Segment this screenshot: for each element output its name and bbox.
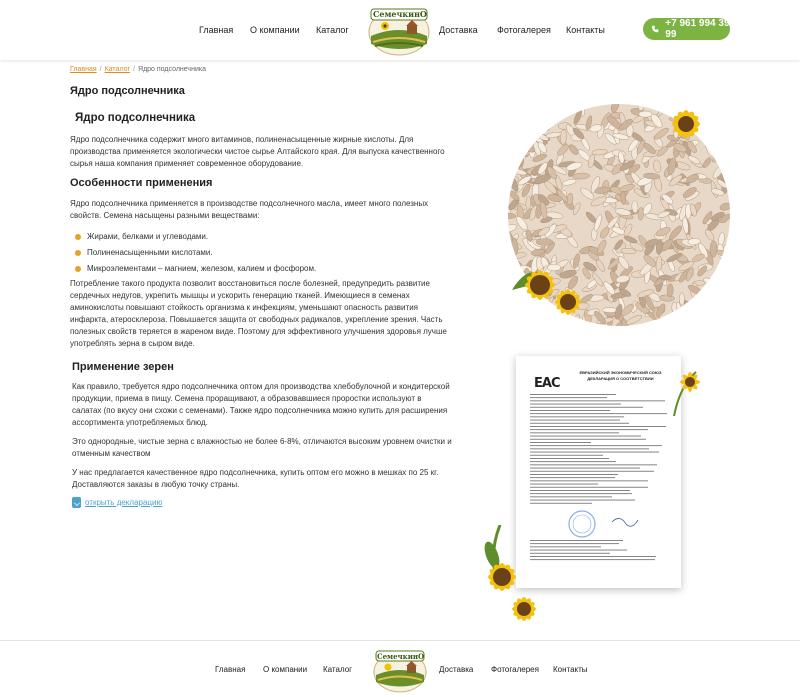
breadcrumb-current: Ядро подсолнечника	[138, 66, 206, 73]
breadcrumb	[70, 66, 206, 73]
section-usage-p2: Это однородные, чистые зерна с влажностью не более 6-8%, отличаются высоким уровнем очистки и отменным качеством	[72, 437, 452, 458]
footer-nav-delivery[interactable]: Доставка	[439, 665, 474, 674]
sunflower-icon	[658, 96, 714, 152]
list-item: Жирами, белками и углеводами.	[75, 229, 316, 245]
nav-about[interactable]: О компании	[250, 25, 300, 35]
phone-button[interactable]	[643, 18, 730, 40]
nav-catalog[interactable]: Каталог	[316, 25, 349, 35]
phone-number: +7 961 994 39 99	[665, 18, 730, 40]
eac-mark: ЕАС	[534, 376, 560, 391]
footer-nav-about[interactable]: О компании	[263, 665, 308, 674]
logo-text: СемечкинО	[373, 9, 427, 19]
section-usage-p1: Как правило, требуется ядро подсолнечника оптом для производства хлебобулочной и кондитерской продукции, приема в пищу. Семена проращивают, а образовавшиеся проростки используют в салатах (по вкусу они схожи с семенами). Также ядро подсолнечника можно купить для расширения ассортимента употребляемых блюд.	[72, 382, 450, 427]
footer-nav-contacts[interactable]: Контакты	[553, 665, 588, 674]
section-usage-p3: У нас предлагается качественное ядро подсолнечника, купить оптом его можно в мешках по 25 кг. Доставляются заказы в любую точку страны.	[72, 468, 439, 489]
list-item: Полиненасыщенными кислотами.	[75, 245, 316, 261]
header	[0, 0, 800, 60]
section-features-text2: Потребление такого продукта позволит восстановиться после болезней, предупредить развитие сердечных недугов, укрепить мышцы и ускорить генерацию тканей. Имеющиеся в семенах аминокислоты повышают стойкость организма к инфекциям, уменьшают опасность развития инфаркта, атеросклероза. Повышается защита от свободных радикалов, укрепление зрения. Часть полезных свойств теряется в жареном виде. Поэтому для эффективного улучшения здоровья лучше употреблять зерна в сыром виде.	[70, 279, 447, 348]
footer-nav-home[interactable]: Главная	[215, 665, 246, 674]
page-title: Ядро подсолнечника	[70, 85, 185, 97]
footer-nav-catalog[interactable]: Каталог	[323, 665, 353, 674]
download-icon	[72, 497, 81, 508]
nav-delivery[interactable]: Доставка	[439, 25, 478, 35]
nav-contacts[interactable]: Контакты	[566, 25, 605, 35]
nav-gallery[interactable]: Фотогалерея	[497, 25, 551, 35]
sunflower-bunch-icon	[480, 525, 550, 625]
section-title-features: Особенности применения	[70, 177, 213, 189]
list-item: Микроэлементами – магнием, железом, калием и фосфором.	[75, 261, 316, 277]
nutrients-list	[75, 229, 316, 277]
breadcrumb-catalog[interactable]: Каталог	[104, 66, 131, 73]
breadcrumb-home[interactable]: Главная	[70, 66, 97, 73]
breadcrumb-separator: /	[133, 66, 136, 73]
open-declaration-label: открыть декларацию	[85, 498, 163, 507]
sunflower-icon	[670, 366, 704, 416]
phone-icon	[651, 24, 659, 34]
section-title-kernel: Ядро подсолнечника	[75, 112, 196, 124]
footer-logo[interactable]	[369, 647, 431, 693]
logo[interactable]	[363, 4, 435, 56]
section-features-text: Ядро подсолнечника применяется в производстве подсолнечного масла, имеет много полезных свойств. Семена насыщены разными веществами:	[70, 199, 429, 220]
footer-nav-gallery[interactable]: Фотогалерея	[491, 665, 539, 674]
breadcrumb-separator: /	[99, 66, 102, 73]
open-declaration-link[interactable]	[72, 497, 162, 508]
sunflower-bunch-icon	[510, 250, 590, 325]
certificate-org: ЕВРАЗИЙСКИЙ ЭКОНОМИЧЕСКИЙ СОЮЗ	[579, 370, 662, 375]
logo-text: СемечкинО	[377, 652, 425, 661]
certificate-title: ДЕКЛАРАЦИЯ О СООТВЕТСТВИИ	[587, 376, 654, 381]
section-kernel-text: Ядро подсолнечника содержит много витаминов, полиненасыщенные жирные кислоты. Для производства применяется экологически чистое сырье Алтайского края. Для выпуска качественного сырья наша компания применяет современное оборудование.	[70, 135, 445, 168]
footer	[0, 640, 800, 697]
nav-home[interactable]: Главная	[199, 25, 234, 35]
section-title-usage: Применение зерен	[72, 361, 174, 373]
